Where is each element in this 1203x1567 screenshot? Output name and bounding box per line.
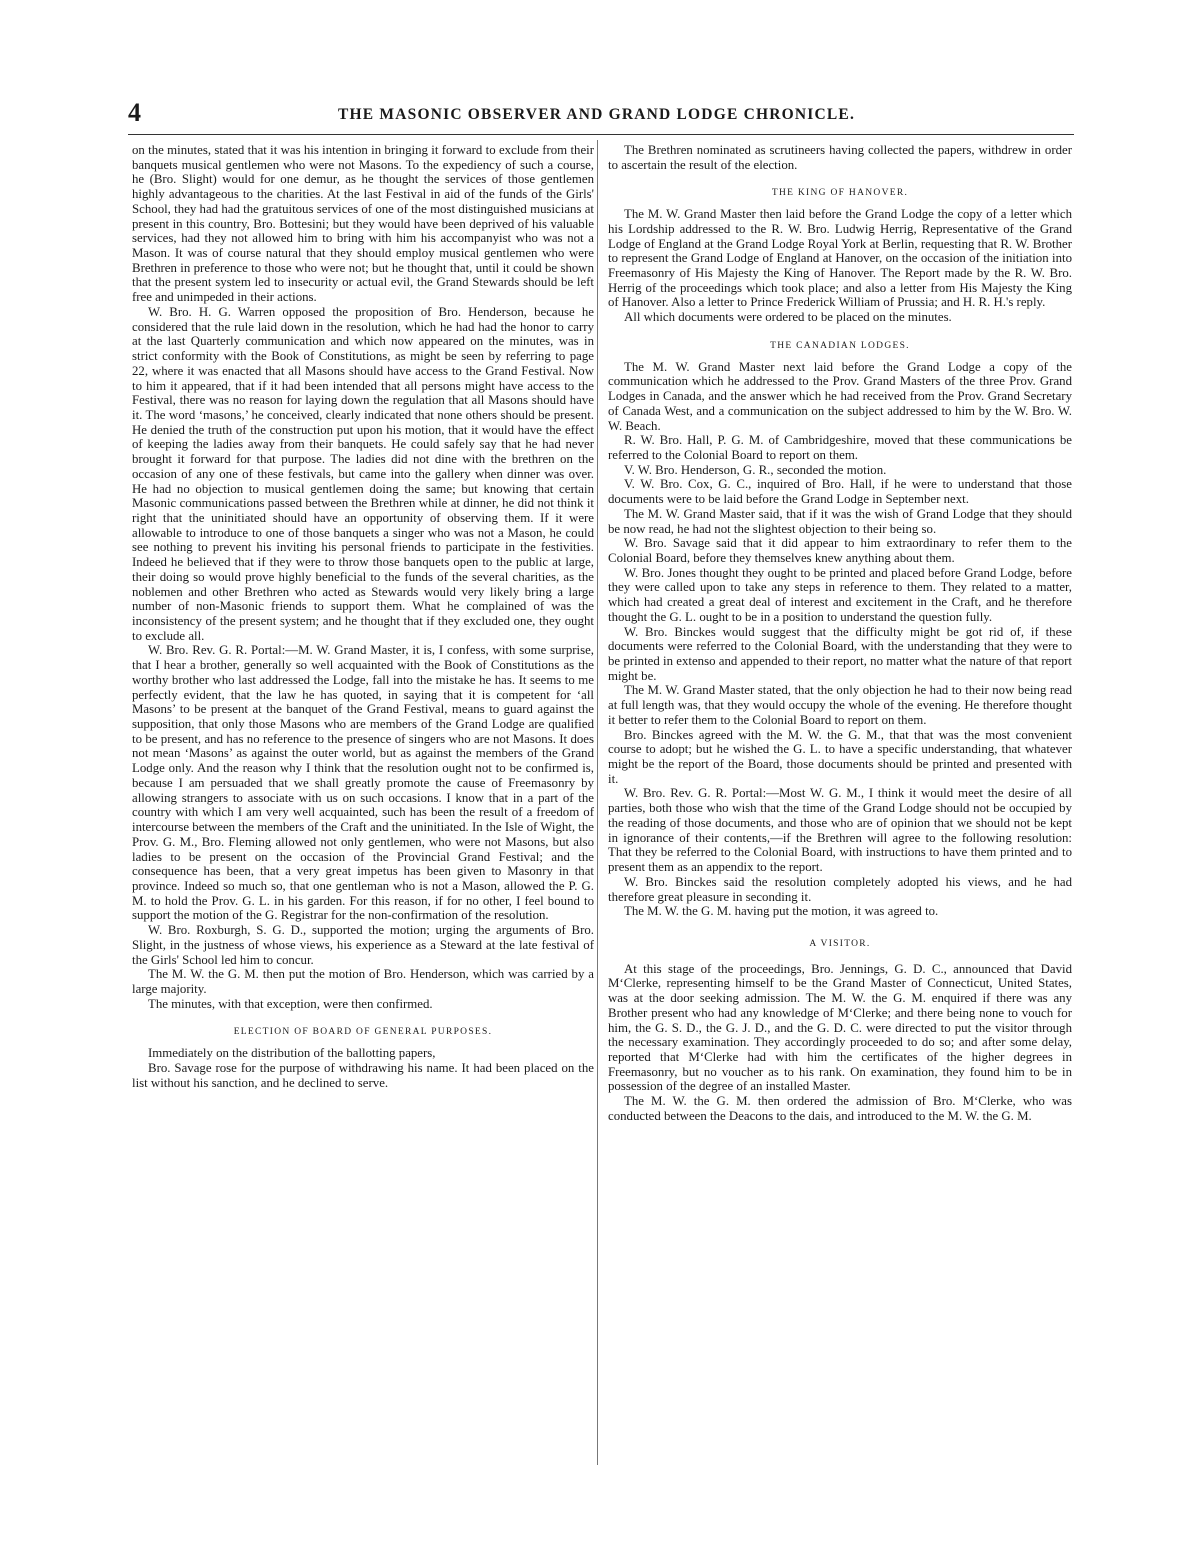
header-rule [128, 134, 1074, 135]
paragraph: W. Bro. Binckes said the resolution completely adopted his views, and he had therefore great pleasure in seconding it. [608, 874, 1072, 904]
paragraph: The M. W. Grand Master then laid before the Grand Lodge the copy of a letter which his Lordship addressed to the R. W. Bro. Ludwig Herrig, Representative of the Grand Lodge of England at the Grand Lodge Royal York at Berlin, requesting that R. W. Brother to represent the Grand Lodge of England at Hanover, on the occasion of the initiation into Freemasonry of His Majesty the King of Hanover. The Report made by the R. W. Bro. Herrig of the proceedings which took place; and also a letter from His Majesty the King of Hanover. Also a letter to Prince Frederick William of Prussia; and H. R. H.'s reply. [608, 207, 1072, 310]
paragraph: At this stage of the proceedings, Bro. Jennings, G. D. C., announced that David M‘Clerke, representing himself to be the Grand Master of Connecticut, United States, was at the door seeking admission. The M. W. the G. M. enquired if there was any Brother present who had any knowledge of M‘Clerke; and there being none to vouch for him, the G. S. D., the G. J. D., and the G. D. C. were directed to put the visitor through the necessary examination. They accordingly proceeded to do so; and after some delay, reported that M‘Clerke had with him the certificates of the higher degrees in Freemasonry, but no voucher as to his rank. On examination, they found him to be in possession of the degree of an installed Master. [608, 961, 1072, 1094]
paragraph: W. Bro. H. G. Warren opposed the proposition of Bro. Henderson, because he considered that the rule laid down in the resolution, which he had had the honor to carry at the last Quarterly communication and which now appeared on the minutes, was in strict conformity with the Book of Constitutions, as might be seen by referring to page 22, where it was enacted that all Masons should have access to the Grand Festival. Now to him it appeared, that if it had been intended that all persons might have access to the Festival, there was no reason for laying down the regulation that all Masons should have it. The word ‘masons,’ he conceived, clearly indicated that none others should be present. He denied the truth of the construction put upon his motion, that it would have the effect of keeping the ladies away from their banquets. He could safely say that he had never brought it forward for that purpose. The ladies did not dine with the brethren on the occasion of any one of these festivals, but came into the gallery when dinner was over. He had no objection to musical gentlemen doing the same; but knowing that certain Masonic communications passed between the Brethren while at dinner, he did not think it right that the uninitiated should have an opportunity of observing them. If it were allowable to introduce to one of those banquets a singer who was not a Mason, he could see nothing to prevent his inviting his personal friends to participate in the festivities. Indeed he believed that if they were to throw those banquets open to the public at large, their doing so would prove highly beneficial to the funds of the several charities, as the noblemen and other Brethren who acted as Stewards would very likely bring a large number of non-Masonic friends to support them. What he complained of was the inconsistency of the present system; and he thought that if they excluded one, they ought to exclude all. [132, 304, 594, 643]
column-divider [597, 140, 598, 1465]
right-column [608, 143, 1072, 1124]
paragraph: W. Bro. Roxburgh, S. G. D., supported the motion; urging the arguments of Bro. Slight, in the justness of whose views, his experience as a Steward at the late festival of the Girls' School led him to concur. [132, 923, 594, 967]
paragraph: Bro. Savage rose for the purpose of withdrawing his name. It had been placed on the list without his sanction, and he declined to serve. [132, 1060, 594, 1090]
page-number: 4 [128, 98, 141, 127]
page-header [128, 98, 1074, 132]
left-column [132, 143, 594, 1090]
paragraph: R. W. Bro. Hall, P. G. M. of Cambridgeshire, moved that these communications be referred to the Colonial Board to report on them. [608, 433, 1072, 462]
paragraph: W. Bro. Jones thought they ought to be printed and placed before Grand Lodge, before they were called upon to take any steps in reference to them. They related to a matter, which had created a great deal of interest and excitement in the Craft, and he therefore thought the G. L. ought to be in a position to understand the question fully. [608, 565, 1072, 624]
paragraph: The M. W. Grand Master said, that if it was the wish of Grand Lodge that they should be now read, he had not the slightest objection to their being so. [608, 506, 1072, 536]
section-heading-canadian-lodges: THE CANADIAN LODGES. [770, 340, 910, 351]
paragraph: W. Bro. Rev. G. R. Portal:—M. W. Grand Master, it is, I confess, with some surprise, that I hear a brother, generally so well acquainted with the Book of Constitutions as the worthy brother who last addressed the Lodge, fall into the mistake he has. It seems to me perfectly evident, that the law he has quoted, in saying that it is competent for ‘all Masons’ to be present at the banquet of the Grand Festival, means to guard against the supposition, that only those Masons who are members of the Grand Lodge are qualified to be present, and has no reference to the presence of singers who are not Masons. It does not mean ‘Masons’ as against the outer world, but as against the members of the Grand Lodge only. And the reason why I think that the resolution ought not to be confirmed is, because I am persuaded that we shall greatly promote the cause of Freemasonry by allowing strangers to associate with us on such occasions. I know that in a part of the country with which I am very well acquainted, such has been the result of a freedom of intercourse between the members of the Craft and the uninitiated. In the Isle of Wight, the Prov. G. M., Bro. Fleming allowed not only gentlemen, who were not Masons, but also ladies to be present on the occasion of the Provincial Grand Festival; and the consequence has been, that a very great impetus has been given to Masonry in that province. Indeed so much so, that one gentleman who is not a Mason, allowed the P. G. M. to hold the Prov. G. L. in his garden. For this reason, if for no other, I feel bound to support the motion of the G. Registrar for the non-confirmation of the resolution. [132, 643, 594, 923]
paragraph: on the minutes, stated that it was his intention in bringing it forward to exclude from their banquets musical gentlemen who were not Masons. To the expediency of such a course, he (Bro. Slight) would for one demur, as he thought the services of those gentlemen highly advantageous to the charities. At the last Festival in aid of the funds of the Girls' School, they had had the gratuitous services of one of the most distinguished musicians at present in this country, Bro. Bottesini; but they would have been deprived of his valuable services, had they not allowed him to bring with him his accompanyist who was not a Mason. It was of course natural that they should employ musical gentlemen who were Brethren in preference to those who were not; but he thought that, until it could be shown that the present system led to insecurity or actual evil, the Grand Stewards should be left free and unimpeded in their actions. [132, 143, 594, 305]
paragraph: All which documents were ordered to be placed on the minutes. [624, 310, 952, 325]
paragraph: W. Bro. Rev. G. R. Portal:—Most W. G. M., I think it would meet the desire of all parties, both those who wish that the time of the Grand Lodge should not be occupied by the reading of those documents, and those who are of opinion that we should not be kept in ignorance of their contents,—if the Brethren will agree to the following resolution: That they be referred to the Colonial Board, with instructions to have them printed and to present them as an appendix to the report. [608, 786, 1072, 875]
paragraph: W. Bro. Binckes would suggest that the difficulty might be got rid of, if these documents were referred to the Colonial Board, with the understanding that they were to be printed in extenso and appended to their report, no matter what the nature of that report might be. [608, 624, 1072, 683]
paragraph: Bro. Binckes agreed with the M. W. the G. M., that that was the most convenient course to adopt; but he wished the G. L. to have a specific understanding, that whatever might be the report of the Board, those documents should be printed and presented with it. [608, 727, 1072, 786]
paragraph: The M. W. the G. M. having put the motion, it was agreed to. [624, 904, 939, 919]
running-title: THE MASONIC OBSERVER AND GRAND LODGE CHRONICLE. [338, 106, 856, 123]
paragraph: Immediately on the distribution of the ballotting papers, [148, 1046, 436, 1061]
paragraph: V. W. Bro. Cox, G. C., inquired of Bro. Hall, if he were to understand that those documents were to be laid before the Grand Lodge in September next. [608, 477, 1072, 507]
section-heading-king-of-hanover: THE KING OF HANOVER. [771, 188, 909, 199]
paragraph: The minutes, with that exception, were then confirmed. [148, 996, 433, 1011]
paragraph: The M. W. Grand Master stated, that the only objection he had to their now being read at full length was, that they would occupy the whole of the evening. He therefore thought it better to refer them to the Colonial Board to report on them. [608, 683, 1072, 727]
paragraph: W. Bro. Savage said that it did appear to him extraordinary to refer them to the Colonial Board, before they themselves knew anything about them. [608, 536, 1072, 565]
paragraph: The M. W. Grand Master next laid before the Grand Lodge a copy of the communication which he addressed to the Prov. Grand Masters of the three Prov. Grand Lodges in Canada, and the answer which he had received from the Prov. Grand Secretary of Canada West, and a communication on the subject addressed to him by the W. Bro. W. W. Beach. [608, 359, 1072, 433]
section-heading-election: ELECTION OF BOARD OF GENERAL PURPOSES. [233, 1027, 493, 1038]
paragraph: V. W. Bro. Henderson, G. R., seconded the motion. [624, 462, 887, 477]
paragraph: The Brethren nominated as scrutineers having collected the papers, withdrew in order to ascertain the result of the election. [608, 143, 1072, 172]
section-heading-a-visitor: A VISITOR. [809, 938, 871, 949]
paragraph: The M. W. the G. M. then ordered the admission of Bro. M‘Clerke, who was conducted between the Deacons to the dais, and introduced to the M. W. the G. M. [608, 1094, 1072, 1123]
paragraph: The M. W. the G. M. then put the motion of Bro. Henderson, which was carried by a large majority. [132, 967, 594, 996]
